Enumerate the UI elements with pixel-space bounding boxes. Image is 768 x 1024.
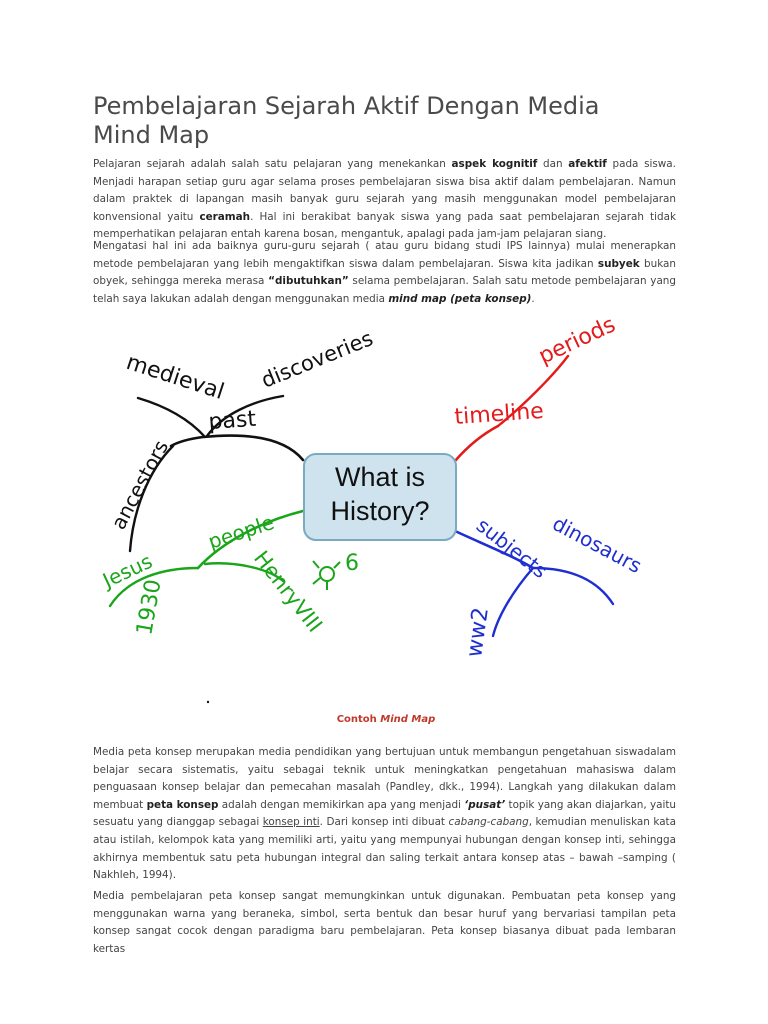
article-title: Pembelajaran Sejarah Aktif Dengan Media Mind Map (93, 92, 600, 149)
label-ancestors: ancestors (106, 436, 174, 534)
label-medieval: medieval (123, 349, 228, 405)
caption-italic: Mind Map (380, 714, 436, 725)
label-6: 6 (345, 551, 359, 576)
bold-term: “dibutuhkan” (268, 275, 349, 288)
bold-term: afektif (568, 158, 607, 170)
label-periods: periods (534, 312, 620, 370)
text: adalah dengan memikirkan apa yang menjadi (218, 798, 465, 811)
label-past: past (207, 406, 257, 435)
text: Media pembelajaran peta konsep sangat memungkinkan untuk digunakan. Pembuatan peta konsep yang menggunakan warna yang beraneka, simbol, serta bentuk dan besar huruf yang bervariasi tampilan peta konsep sangat cocok dengan paradigma baru pembelajaran. Peta konsep biasanya dibuat pada lembaran kertas (93, 890, 676, 955)
paragraph-intro (93, 156, 676, 244)
text: . (531, 292, 535, 305)
paragraph-solution (93, 238, 676, 308)
text: Mengatasi hal ini ada baiknya guru-guru sejarah ( atau guru bidang studi IPS lainnya) mulai menerapkan metode pembelajaran yang lebih mengaktifkan siswa dalam pembelajaran. Siswa kita jadikan (93, 240, 676, 270)
center-node-line1: What is (334, 462, 426, 492)
text: dan (537, 158, 569, 170)
paragraph-definition (93, 744, 676, 885)
text: topik yang akan diajarkan, yaitu sesuatu yang dianggap sebagai (93, 798, 677, 829)
text: . Dari konsep inti dibuat (319, 816, 449, 829)
underlined-term: konsep inti (262, 816, 320, 829)
label-henry: HenryVIII (249, 546, 328, 637)
label-dinosaurs: dinosaurs (548, 511, 646, 579)
figure-caption (93, 714, 679, 725)
label-timeline: timeline (453, 398, 545, 430)
caption-text: Contoh (336, 714, 381, 725)
label-discoveries: discoveries (257, 326, 377, 393)
italic-term: cabang-cabang (448, 816, 529, 829)
label-subjects: subjects (471, 513, 553, 583)
paragraph-usage (93, 888, 676, 958)
text: bukan obyek, sehingga mereka merasa (93, 257, 676, 288)
text: , kemudian menuliskan kata atau istilah, kelompok kata yang memiliki arti, yaitu yang mempunyai hubungan dengan konsep inti, sehingga akhirnya membentuk satu peta hubungan integral dan saling terkait antara konsep atas – bawah –samping ( Nakhleh, 1994). (93, 816, 676, 882)
text: Pelajaran sejarah adalah salah satu pelajaran yang menekankan (93, 158, 452, 170)
text: Media peta konsep merupakan media pendidikan yang bertujuan untuk membangun pengetahuan siswadalam belajar secara sistematis, yaitu sebagai teknik untuk meningkatkan pengetahuan mahasiswa dalam penguasaan konsep belajar dan pemecahan masalah (Pandley, dkk., 1994). Langkah yang dilakukan dalam membuat (93, 746, 676, 811)
label-1930: 1930 (132, 577, 167, 638)
bold-term: subyek (597, 257, 640, 270)
bold-term: ceramah (199, 210, 251, 223)
bold-term: peta konsep (146, 798, 219, 811)
branch-medieval (138, 398, 205, 437)
bold-italic-term: ‘pusat’ (464, 798, 506, 811)
mind-map-figure (93, 306, 679, 712)
text: pada siswa. Menjadi harapan setiap guru agar selama proses pembelajaran siswa bisa aktif dalam pembelajaran. Namun dalam praktek di lapangan masih banyak guru sejarah yang masih menggunakan model pembelajaran konvensional yaitu (93, 158, 676, 223)
stray-dot (207, 701, 209, 703)
branch-dinosaurs (533, 568, 613, 604)
label-ww2: ww2 (462, 605, 494, 659)
bold-term: aspek kognitif (451, 158, 538, 170)
mind-map-drawing (93, 306, 679, 712)
label-people: people (205, 509, 278, 554)
branch-ww2 (493, 568, 533, 636)
bold-italic-term: mind map (peta konsep) (388, 292, 532, 305)
text: . Hal ini berakibat banyak siswa yang pada saat pembelajaran sejarah tidak memperhatikan pelajaran entah karena bosan, mengantuk, apalagi pada jam-jam pelajaran siang. (93, 210, 676, 241)
stick-figure-icon (313, 561, 340, 590)
label-jesus: Jesus (98, 548, 156, 593)
text: selama pembelajaran. Salah satu metode pembelajaran yang telah saya lakukan adalah dengan menggunakan media (93, 275, 676, 305)
center-node-line2: History? (330, 496, 430, 526)
branch-timeline (455, 426, 498, 461)
branch-past (171, 436, 303, 460)
